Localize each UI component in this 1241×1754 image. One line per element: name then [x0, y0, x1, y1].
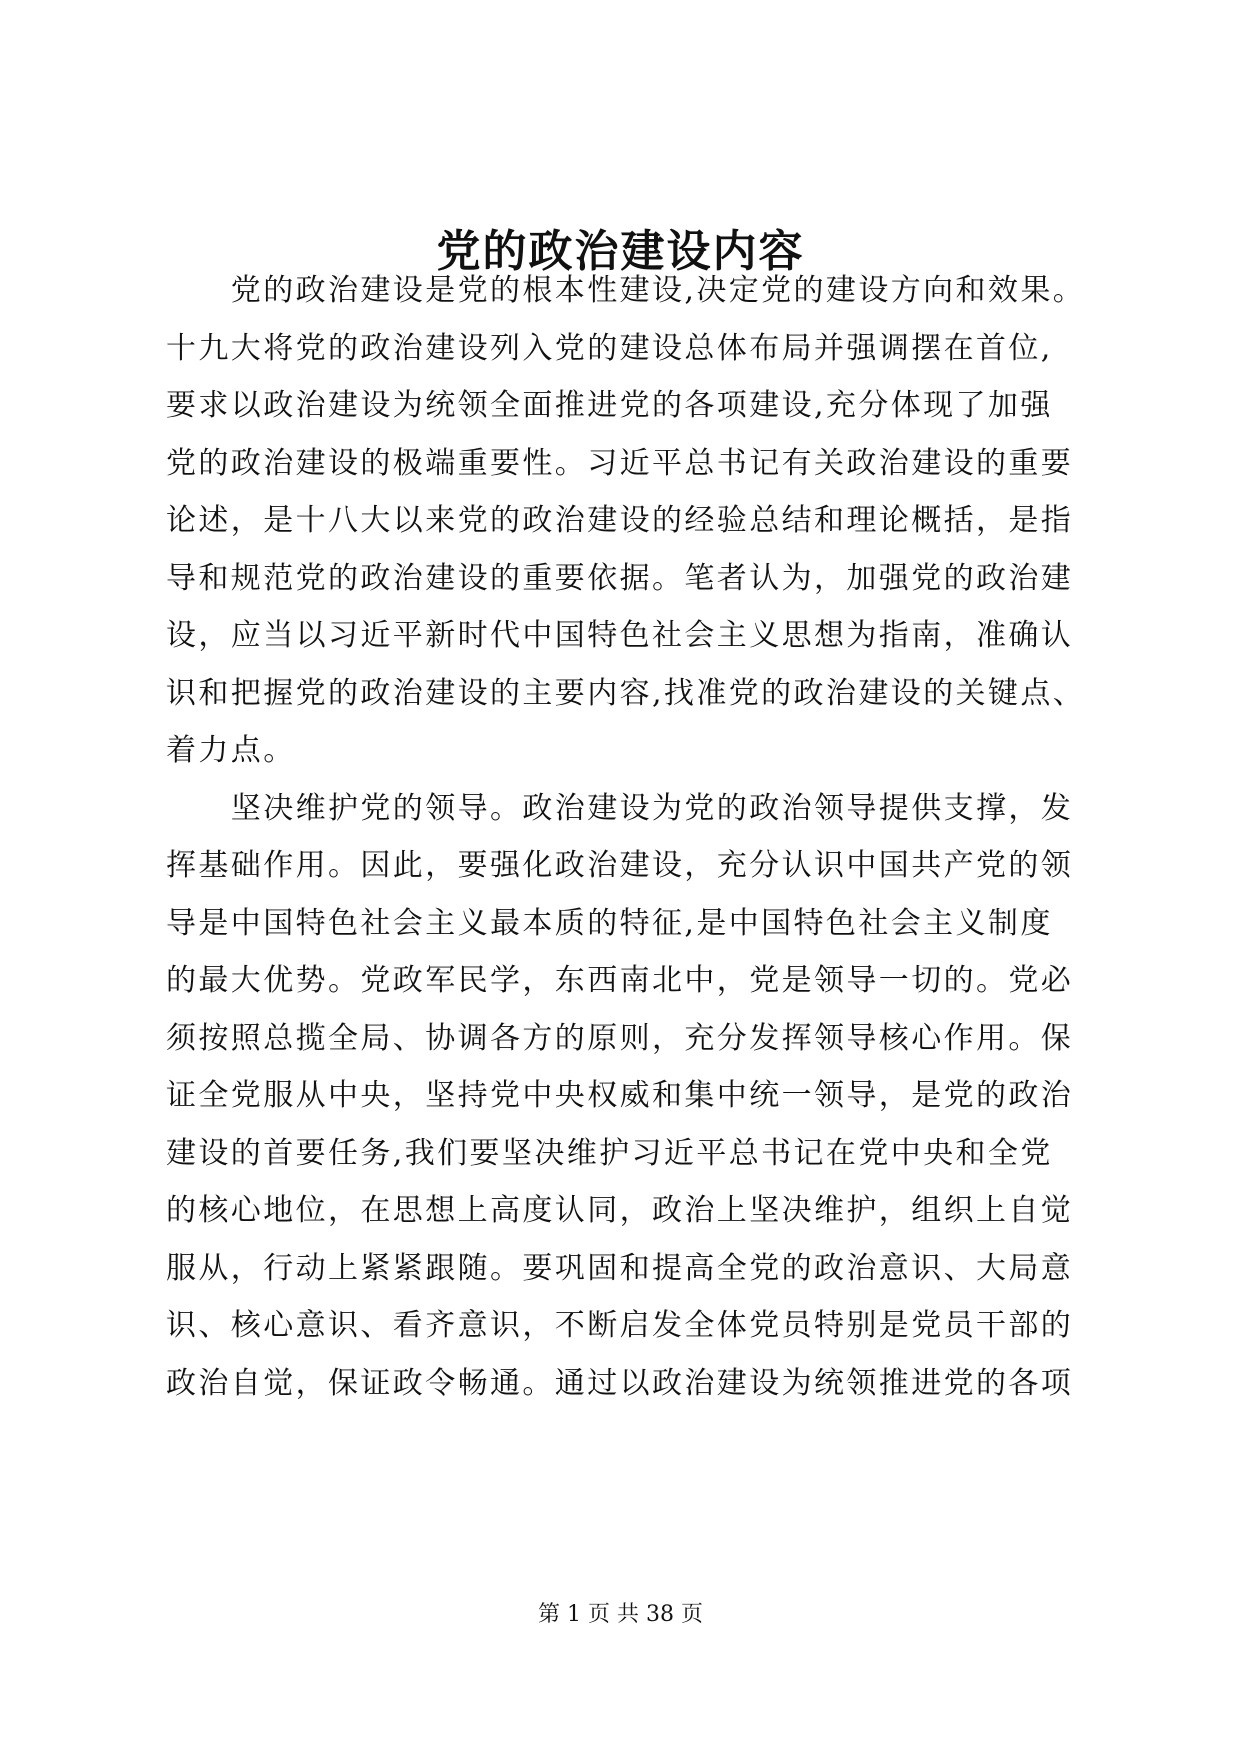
body-line: 设，应当以习近平新时代中国特色社会主义思想为指南，准确认	[166, 618, 1074, 653]
body-line: 坚决维护党的领导。政治建设为党的政治领导提供支撑，发	[166, 790, 1074, 826]
body-line: 党的政治建设的极端重要性。习近平总书记有关政治建设的重要	[166, 445, 1074, 481]
body-line: 导和规范党的政治建设的重要依据。笔者认为，加强党的政治建	[166, 560, 1074, 596]
body-line: 十九大将党的政治建设列入党的建设总体布局并强调摆在首位,	[166, 330, 1053, 366]
body-line: 证全党服从中央，坚持党中央权威和集中统一领导，是党的政治	[166, 1078, 1074, 1113]
body-line: 的核心地位，在思想上高度认同，政治上坚决维护，组织上自觉	[166, 1193, 1074, 1228]
body-line: 要求以政治建设为统领全面推进党的各项建设,充分体现了加强	[166, 388, 1053, 423]
body-line: 政治自觉，保证政令畅通。通过以政治建设为统领推进党的各项	[166, 1365, 1074, 1401]
body-line: 导是中国特色社会主义最本质的特征,是中国特色社会主义制度	[166, 905, 1053, 941]
body-line: 党的政治建设是党的根本性建设,决定党的建设方向和效果。	[166, 273, 1086, 308]
page-number-footer: 第 1 页 共 38 页	[538, 1602, 703, 1627]
body-line: 的最大优势。党政军民学，东西南北中，党是领导一切的。党必	[166, 963, 1074, 998]
body-line: 服从，行动上紧紧跟随。要巩固和提高全党的政治意识、大局意	[166, 1250, 1074, 1286]
body-line: 识、核心意识、看齐意识，不断启发全体党员特别是党员干部的	[166, 1308, 1074, 1343]
body-line: 论述，是十八大以来党的政治建设的经验总结和理论概括，是指	[166, 503, 1074, 538]
body-line: 须按照总揽全局、协调各方的原则，充分发挥领导核心作用。保	[166, 1020, 1074, 1056]
body-line: 识和把握党的政治建设的主要内容,找准党的政治建设的关键点、	[166, 675, 1086, 711]
body-line: 着力点。	[166, 733, 296, 768]
document-title: 党的政治建设内容	[436, 226, 805, 277]
body-line: 挥基础作用。因此，要强化政治建设，充分认识中国共产党的领	[166, 848, 1074, 883]
document-body	[166, 262, 1086, 1412]
body-line: 建设的首要任务,我们要坚决维护习近平总书记在党中央和全党	[166, 1135, 1053, 1171]
